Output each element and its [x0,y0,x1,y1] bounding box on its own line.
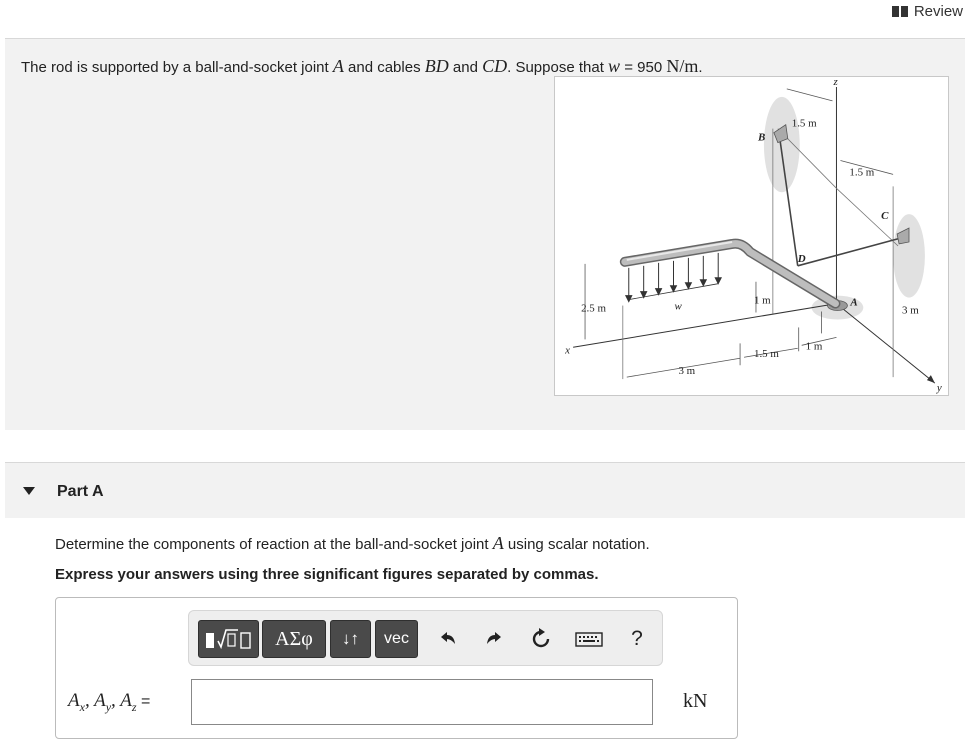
dim-c-z: 1.5 m [849,166,875,179]
keyboard-button[interactable] [574,625,604,653]
undo-icon [438,629,458,649]
wall-shade-b [764,97,800,192]
label-x: x [565,344,571,357]
templates-button[interactable] [198,620,259,658]
subscript-superscript-button[interactable]: ↓↑ [330,620,371,658]
review-link[interactable] [892,3,963,20]
dim-load-height: 2.5 m [581,302,606,315]
reset-button[interactable] [529,625,553,653]
keyboard-icon [575,630,603,648]
vector-button[interactable]: vec [375,620,418,658]
templates-icon [203,625,255,653]
label-d: D [797,252,806,265]
cable-cd: CD [482,56,508,76]
part-title: Part A [57,483,104,500]
rod-diagram [555,77,948,395]
undo-button[interactable] [437,625,459,653]
problem-panel [5,38,965,430]
cable-cd-line [798,238,901,266]
answer-instruction: Express your answers using three significant figures separated by commas. [55,566,599,583]
redo-button[interactable] [483,625,505,653]
redo-icon [484,629,504,649]
answer-label: $A_x$, $A_y$, $A_z$ = [68,690,151,714]
wall-shade-c [893,214,925,297]
answer-input[interactable] [191,679,653,725]
cable-bd: BD [424,56,449,76]
help-button[interactable]: ? [631,627,643,650]
book-icon [892,6,908,17]
greek-symbols-button[interactable]: ΑΣφ [262,620,326,658]
dim-1m-horiz: 1 m [805,340,823,353]
label-y: y [936,382,942,395]
label-z: z [833,77,838,88]
y-axis [836,304,934,384]
dim-c-height: 3 m [902,304,919,317]
label-c: C [881,210,889,223]
dim-b-z: 1.5 m [791,117,817,130]
question-text: Determine the components of reaction at the ball-and-socket joint A using scalar notation. [55,533,650,553]
problem-statement: The rod is supported by a ball-and-socket joint A and cables BD and CD. Suppose that w = 950 N/m. [21,56,703,76]
question-point-a: A [492,533,504,553]
label-b: B [757,131,766,144]
reset-icon [530,628,552,650]
collapse-toggle-icon[interactable] [23,487,35,495]
label-w: w [674,300,682,313]
dim-1m-vert: 1 m [753,294,771,307]
dim-1-5m: 1.5 m [753,348,779,361]
x-axis [573,304,836,348]
part-a-header [5,462,965,518]
point-a: A [332,56,344,76]
load-unit: N/m [666,56,699,76]
label-a: A [850,296,858,309]
answer-unit: kN [683,690,708,712]
y-axis-arrow [927,375,935,383]
review-label: Review [913,3,963,20]
math-toolbar [188,610,663,666]
dim-3m: 3 m [678,365,696,378]
rod-figure [554,76,949,396]
load-symbol: w [608,56,621,76]
answer-box [55,597,738,739]
